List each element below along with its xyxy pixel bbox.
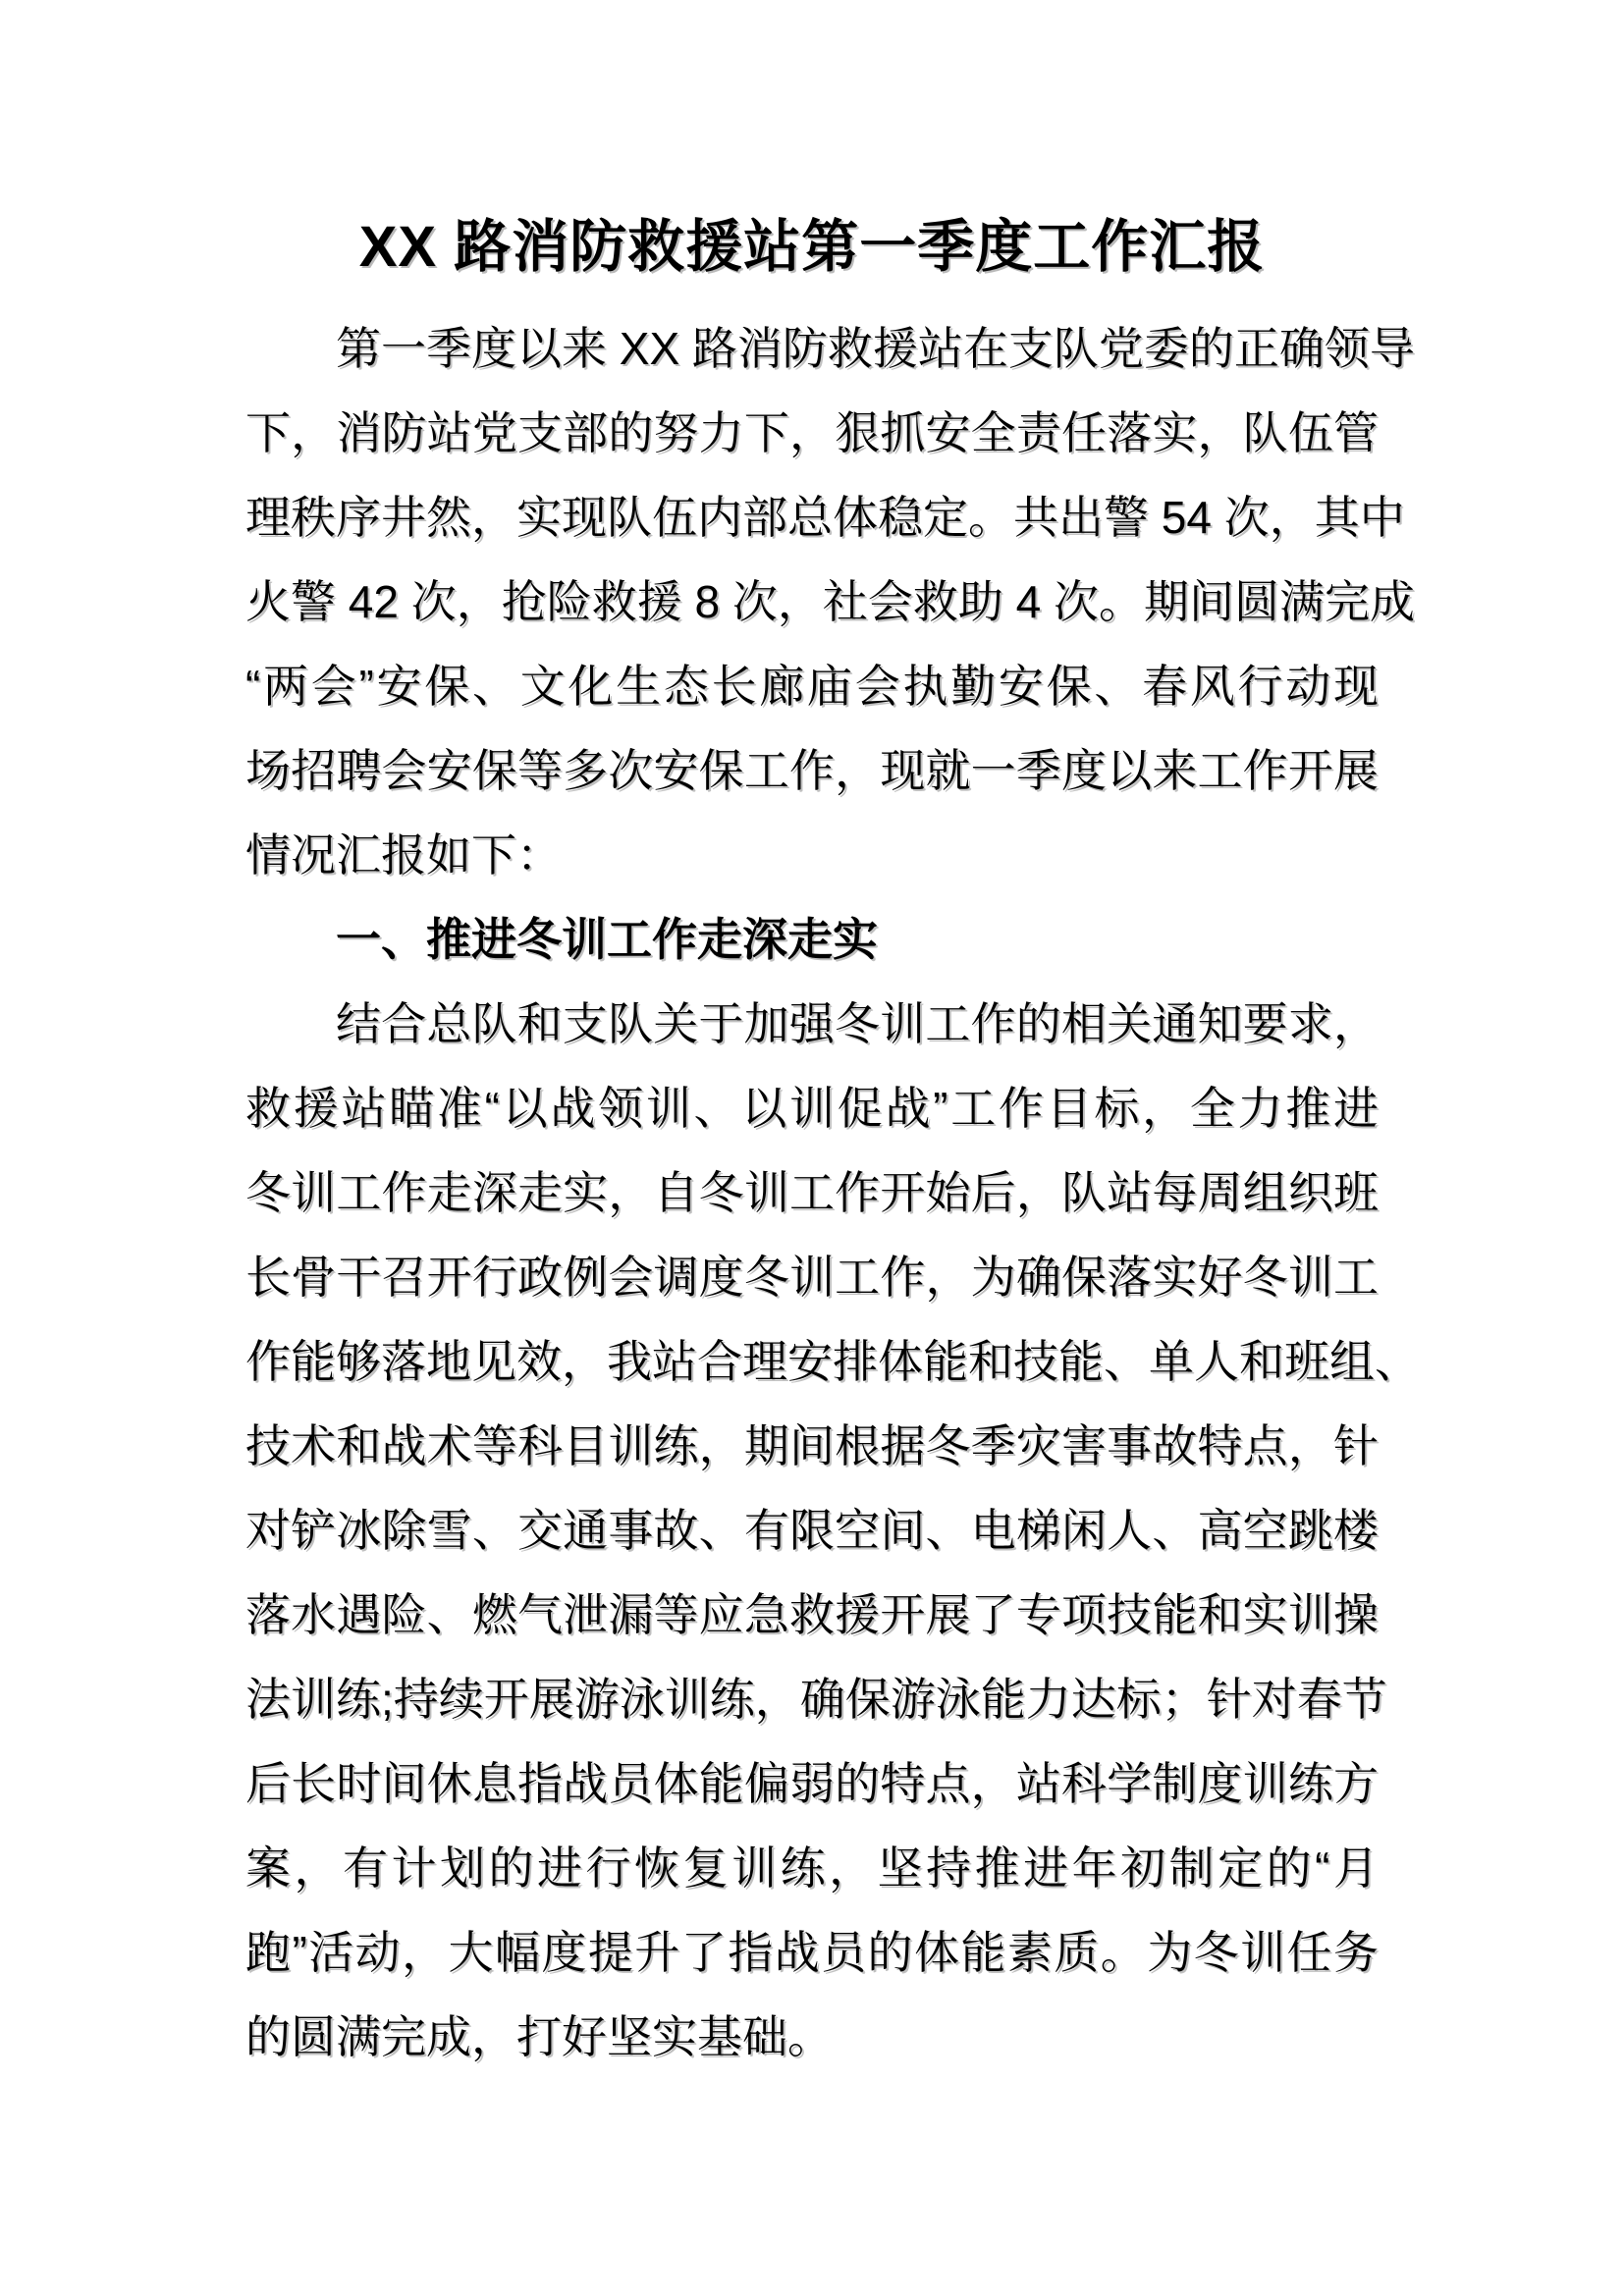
- text-line: 长骨干召开行政例会调度冬训工作，为确保落实好冬训工: [245, 1252, 1379, 1303]
- text-line: 技术和战术等科目训练，期间根据冬季灾害事故特点，针: [245, 1420, 1379, 1471]
- text-line: “两会”安保、文化生态长廊庙会执勤安保、春风行动现: [245, 661, 1379, 712]
- text-line: 对铲冰除雪、交通事故、有限空间、电梯闲人、高空跳楼: [245, 1505, 1379, 1556]
- text-line: 法训练;持续开展游泳训练，确保游泳能力达标；针对春节: [245, 1674, 1387, 1725]
- text-line: 救援站瞄准“以战领训、以训促战”工作目标，全力推进: [245, 1083, 1379, 1134]
- text-line: 跑”活动，大幅度提升了指战员的体能素质。为冬训任务: [245, 1927, 1379, 1978]
- paragraph: [245, 306, 1416, 897]
- text-line: 情况汇报如下：: [245, 829, 562, 881]
- text-line: 第一季度以来 XX 路消防救援站在支队党委的正确领导: [336, 323, 1415, 374]
- paragraph: [245, 982, 1420, 2079]
- text-line: 的圆满完成，打好坚实基础。: [245, 2011, 833, 2062]
- text-line: 场招聘会安保等多次安保工作，现就一季度以来工作开展: [245, 745, 1379, 796]
- text-line: 一、推进冬训工作走深走实: [336, 914, 878, 965]
- text-line: 冬训工作走深走实，自冬训工作开始后，队站每周组织班: [245, 1167, 1379, 1218]
- text-line: 作能够落地见效，我站合理安排体能和技能、单人和班组、: [245, 1336, 1420, 1387]
- document-title: XX 路消防救援站第一季度工作汇报: [358, 215, 1266, 279]
- text-line: 后长时间休息指战员体能偏弱的特点，站科学制度训练方: [245, 1758, 1379, 1809]
- text-line: 落水遇险、燃气泄漏等应急救援开展了专项技能和实训操: [245, 1589, 1379, 1640]
- section-heading: [245, 897, 1379, 982]
- text-line: 结合总队和支队关于加强冬训工作的相关通知要求，: [336, 998, 1379, 1049]
- text-line: 理秩序井然，实现队伍内部总体稳定。共出警 54 次，其中: [245, 492, 1405, 543]
- document-body: [245, 306, 1420, 2079]
- text-line: 火警 42 次，抢险救援 8 次，社会救助 4 次。期间圆满完成: [245, 576, 1416, 627]
- text-line: 下，消防站党支部的努力下，狠抓安全责任落实，队伍管: [245, 407, 1379, 458]
- text-line: 案，有计划的进行恢复训练，坚持推进年初制定的“月: [245, 1842, 1379, 1894]
